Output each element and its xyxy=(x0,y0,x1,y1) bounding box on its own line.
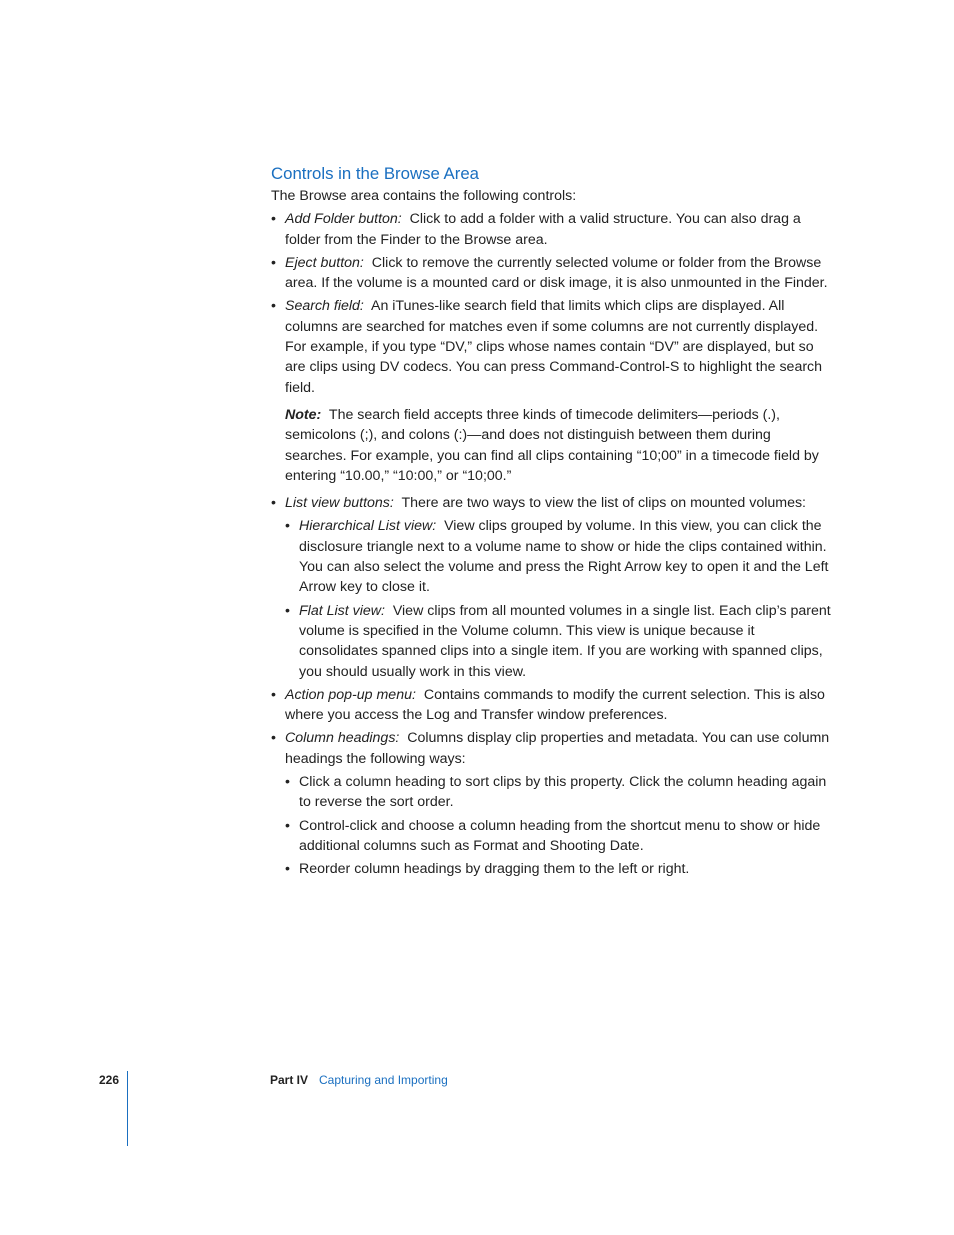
item-text: Contains commands to modify the current selection. This is also where you access the Log and Transfer window preferences. xyxy=(285,686,825,724)
footer-part-label: Part IV xyxy=(270,1073,309,1087)
list-item-eject xyxy=(271,253,831,294)
item-text: Columns display clip properties and metadata. You can use column headings the following ways: xyxy=(285,730,830,767)
sub-item-text: View clips grouped by volume. In this view, you can click the disclosure triangle next to a volume name to show or hide the clips contained within. You can also select the volume and press the Right Arrow key to open it and the Left Arrow key to close it. xyxy=(299,518,829,596)
page-content xyxy=(271,163,831,883)
sub-item-text: View clips from all mounted volumes in a single list. Each clip’s parent volume is specified in the Volume column. This view is unique because it consolidates spanned clips into a single item. If you are working with spanned clips, you should usually work in this view. xyxy=(299,602,831,680)
note-text: The search field accepts three kinds of timecode delimiters—periods (.), semicolons (;), and colons (:)—and does not distinguish between them during searches. For example, you can find all clips containing “10;00” in a timecode field by entering “10.00,” “10:00,” or “10;00.” xyxy=(285,406,819,484)
item-term: Search field: xyxy=(285,298,364,315)
controls-list xyxy=(271,209,831,879)
sub-item-flat-list-view xyxy=(285,601,831,682)
note-block xyxy=(285,405,831,486)
page-number: 226 xyxy=(99,1073,120,1087)
list-item-add-folder xyxy=(271,209,831,250)
item-term: Column headings: xyxy=(285,730,400,747)
sub-list xyxy=(285,772,831,879)
section-intro: The Browse area contains the following controls: xyxy=(271,188,577,204)
note-label: Note: xyxy=(285,406,322,423)
item-text: Click to add a folder with a valid structure. You can also drag a folder from the Finder to the Browse area. xyxy=(285,211,801,248)
item-term: Action pop-up menu: xyxy=(285,686,416,703)
list-item-column-headings xyxy=(271,728,831,879)
list-item-list-view-buttons xyxy=(271,493,831,682)
sub-item-sort xyxy=(285,772,831,813)
sub-item-term: Hierarchical List view: xyxy=(299,518,437,535)
footer-chapter-title: Capturing and Importing xyxy=(319,1073,448,1087)
list-item-action-popup-menu xyxy=(271,685,831,726)
section-heading: Controls in the Browse Area xyxy=(271,164,480,183)
footer-divider xyxy=(127,1071,128,1146)
sub-item-term: Flat List view: xyxy=(299,602,385,619)
item-term: Eject button: xyxy=(285,254,364,271)
sub-item-show-hide-columns xyxy=(285,816,831,857)
sub-item-reorder xyxy=(285,859,831,879)
sub-item-hierarchical-list-view xyxy=(285,516,831,597)
item-term: List view buttons: xyxy=(285,495,394,512)
sub-list xyxy=(285,516,831,681)
item-term: Add Folder button: xyxy=(285,211,402,228)
sub-item-text: Control-click and choose a column heading from the shortcut menu to show or hide additional columns such as Format and Shooting Date. xyxy=(299,817,821,854)
item-text: An iTunes-like search field that limits which clips are displayed. All columns are searched for matches even if some columns are not currently displayed. For example, if you type “DV,” clips whose names contain “DV” are displayed, but so are clips using DV codecs. You can press Command-Control-S to highlight the search field. xyxy=(285,298,823,396)
sub-item-text: Click a column heading to sort clips by this property. Click the column heading again to reverse the sort order. xyxy=(299,774,827,811)
list-item-search-field xyxy=(271,296,831,486)
sub-item-text: Reorder column headings by dragging them to the left or right. xyxy=(299,861,690,878)
item-text: Click to remove the currently selected volume or folder from the Browse area. If the volume is a mounted card or disk image, it is also unmounted in the Finder. xyxy=(285,254,828,292)
item-text: There are two ways to view the list of clips on mounted volumes: xyxy=(401,495,806,512)
